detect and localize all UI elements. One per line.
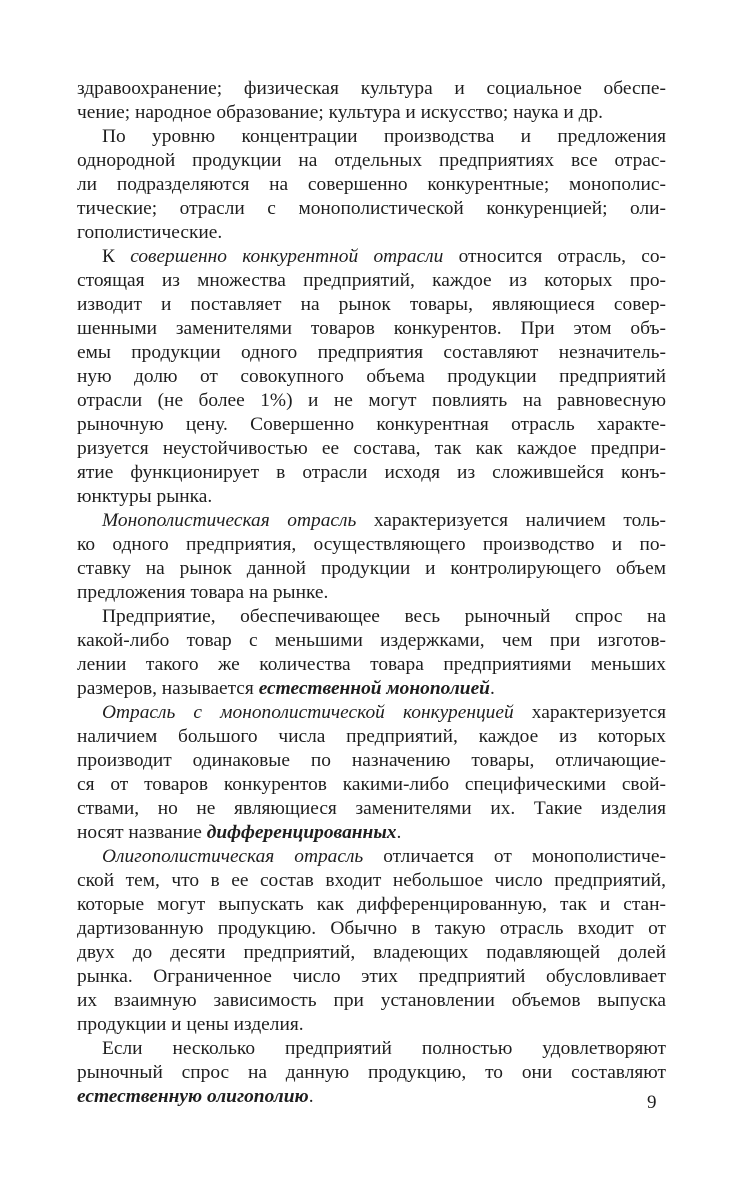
term-italic: совершенно конкурентной отрасли (130, 246, 444, 267)
text-line: ставку на рынок данной продукции и контролирующего объем (77, 558, 666, 579)
text-line: рыночный спрос на данную продукцию, то они составляют (77, 1062, 666, 1083)
text-line: изводит и поставляет на рынок товары, являющиеся совер- (77, 294, 666, 315)
text-line: которые могут выпускать как дифференцированную, так и стан- (77, 894, 666, 915)
text-line (77, 677, 666, 701)
text-run: носят название (77, 822, 207, 843)
text-line: лении такого же количества товара предприятиями меньших (77, 654, 666, 675)
paragraph (77, 245, 666, 509)
text-line: двух до десяти предприятий, владеющих подавляющей долей (77, 942, 666, 963)
text-line: дартизованную продукцию. Обычно в такую отрасль входит от (77, 918, 666, 939)
page-body (77, 77, 666, 1109)
text-line: ся от товаров конкурентов какими-либо специфическими свой- (77, 774, 666, 795)
text-line: здравоохранение; физическая культура и социальное обеспе- (77, 78, 666, 99)
text-line (77, 821, 666, 845)
text-line: ли подразделяются на совершенно конкурентные; монополис- (77, 174, 666, 195)
text-run: отличается от монополистиче- (363, 846, 666, 867)
text-line: ской тем, что в ее состав входит небольшое число предприятий, (77, 870, 666, 891)
paragraph (77, 845, 666, 1037)
text-line: ко одного предприятия, осуществляющего производство и по- (77, 534, 666, 555)
text-line (77, 701, 666, 725)
text-run: К (102, 246, 131, 267)
text-line: предложения товара на рынке. (77, 582, 329, 603)
text-line (77, 845, 666, 869)
text-line: шенными заменителями товаров конкурентов. При этом объ- (77, 318, 666, 339)
text-line: чение; народное образование; культура и искусство; наука и др. (77, 102, 604, 123)
text-line: рынка. Ограниченное число этих предприятий обусловливает (77, 966, 666, 987)
text-line (77, 509, 666, 533)
term-bold-italic: естественную олигополию (77, 1086, 309, 1107)
text-line (77, 1085, 666, 1109)
text-line: Если несколько предприятий полностью удовлетворяют (102, 1038, 666, 1059)
text-run: характеризуется наличием толь- (356, 510, 667, 531)
paragraph (77, 509, 666, 605)
text-line: их взаимную зависимость при установлении объемов выпуска (77, 990, 666, 1011)
text-run: характеризуется (513, 702, 666, 723)
text-line: ятие функционирует в отрасли исходя из сложившейся конъ- (77, 462, 666, 483)
paragraph (77, 125, 666, 245)
text-line: отрасли (не более 1%) и не могут повлиять на равновесную (77, 390, 666, 411)
page-number: 9 (647, 1092, 657, 1113)
text-line: продукции и цены изделия. (77, 1014, 304, 1035)
text-line: гополистические. (77, 222, 223, 243)
text-line: ризуется неустойчивостью ее состава, так как каждое предпри- (77, 438, 666, 459)
text-line: какой-либо товар с меньшими издержками, чем при изготов- (77, 630, 666, 651)
paragraph (77, 1037, 666, 1109)
text-line: емы продукции одного предприятия составляют незначитель- (77, 342, 666, 363)
text-run: . (308, 1086, 314, 1107)
text-line: рыночную цену. Совершенно конкурентная отрасль характе- (77, 414, 666, 435)
paragraph (77, 605, 666, 701)
text-line: однородной продукции на отдельных предприятиях все отрас- (77, 150, 666, 171)
term-bold-italic: дифференцированных (206, 822, 397, 843)
text-run: размеров, называется (77, 678, 259, 699)
text-line (77, 245, 666, 269)
text-line: юнктуры рынка. (77, 486, 213, 507)
text-line: Предприятие, обеспечивающее весь рыночный спрос на (102, 606, 666, 627)
paragraph (77, 701, 666, 845)
term-italic: Монополистическая отрасль (102, 510, 357, 531)
text-line: тические; отрасли с монополистической конкуренцией; оли- (77, 198, 666, 219)
term-italic: Олигополистическая отрасль (102, 846, 364, 867)
text-run: . (489, 678, 495, 699)
text-run: относится отрасль, со- (443, 246, 666, 267)
text-line: По уровню концентрации производства и предложения (102, 126, 666, 147)
text-line: стоящая из множества предприятий, каждое из которых про- (77, 270, 666, 291)
text-line: ную долю от совокупного объема продукции предприятий (77, 366, 666, 387)
text-line: производит одинаковые по назначению товары, отличающие- (77, 750, 666, 771)
term-bold-italic: естественной монополией (258, 678, 490, 699)
text-line: ствами, но не являющиеся заменителями их. Такие изделия (77, 798, 666, 819)
term-italic: Отрасль с монополистической конкуренцией (102, 702, 514, 723)
text-line: наличием большого числа предприятий, каждое из которых (77, 726, 666, 747)
paragraph (77, 77, 666, 125)
text-run: . (396, 822, 402, 843)
